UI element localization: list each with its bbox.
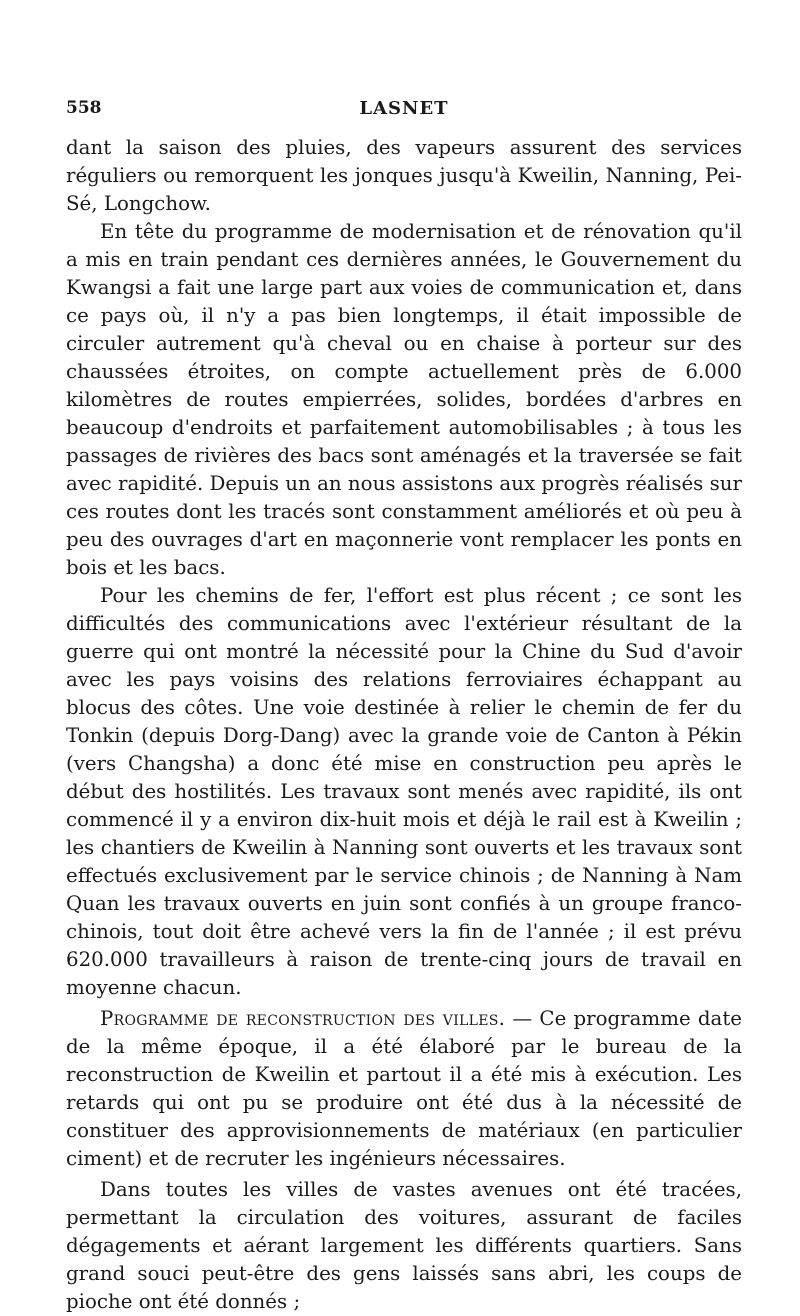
section-heading: Programme de reconstruction des villes. [100,1007,506,1030]
paragraph-reconstruction [66,1005,742,1173]
page-number: 558 [66,98,102,118]
paragraph-continuation: dant la saison des pluies, des vapeurs assurent des services réguliers ou remorquent les jonques jusqu'à Kweilin, Nanning, Pei-Sé, Longchow. [66,136,742,215]
paragraph-railways: Pour les chemins de fer, l'effort est plus récent ; ce sont les difficultés des communications avec l'extérieur résultant de la guerre qui ont montré la nécessité pour la Chine du Sud d'avoir avec les pays voisins des relations ferroviaires échappant au blocus des côtes. Une voie destinée à relier le chemin de fer du Tonkin (depuis Dorg-Dang) avec la grande voie de Canton à Pékin (vers Changsha) a donc été mise en construction peu après le début des hostilités. Les travaux sont menés avec rapidité, ils ont commencé il y a environ dix-huit mois et déjà le rail est à Kweilin ; les chantiers de Kweilin à Nanning sont ouverts et les travaux sont effectués exclusivement par le service chinois ; de Nanning à Nam Quan les travaux ouverts en juin sont confiés à un groupe franco-chinois, tout doit être achevé vers la fin de l'année ; il est prévu 620.000 travailleurs à raison de trente-cinq jours de travail en moyenne chacun. [66,584,742,999]
paragraph-avenues: Dans toutes les villes de vastes avenues ont été tracées, permettant la circulation des voitures, assurant de faciles dégagements et aérant largement les différents quartiers. Sans grand souci peut-être des gens laissés sans abri, les coups de pioche ont été donnés ; [66,1178,742,1313]
document-page [66,98,742,1316]
running-title: LASNET [359,98,449,119]
paragraph-reconstruction-text: — Ce programme date de la même époque, il a été élaboré par le bureau de la reconstruction de Kweilin et partout il a été mis à exécution. Les retards qui ont pu se produire ont été dus à la nécessité de constituer des approvisionnements de matériaux (en particulier ciment) et de recruter les ingénieurs nécessaires. [66,1007,742,1170]
body-text [66,134,742,1316]
running-head [66,98,742,134]
paragraph-communications: En tête du programme de modernisation et de rénovation qu'il a mis en train pendant ces dernières années, le Gouvernement du Kwangsi a fait une large part aux voies de communication et, dans ce pays où, il n'y a pas bien longtemps, il était impossible de circuler autrement qu'à cheval ou en chaise à porteur sur des chaussées étroites, on compte actuellement près de 6.000 kilomètres de routes empierrées, solides, bordées d'arbres en beaucoup d'endroits et parfaitement automobilisables ; à tous les passages de rivières des bacs sont aménagés et la traversée se fait avec rapidité. Depuis un an nous assistons aux progrès réalisés sur ces routes dont les tracés sont constamment améliorés et où peu à peu des ouvrages d'art en maçonnerie vont remplacer les ponts en bois et les bacs. [66,220,742,579]
